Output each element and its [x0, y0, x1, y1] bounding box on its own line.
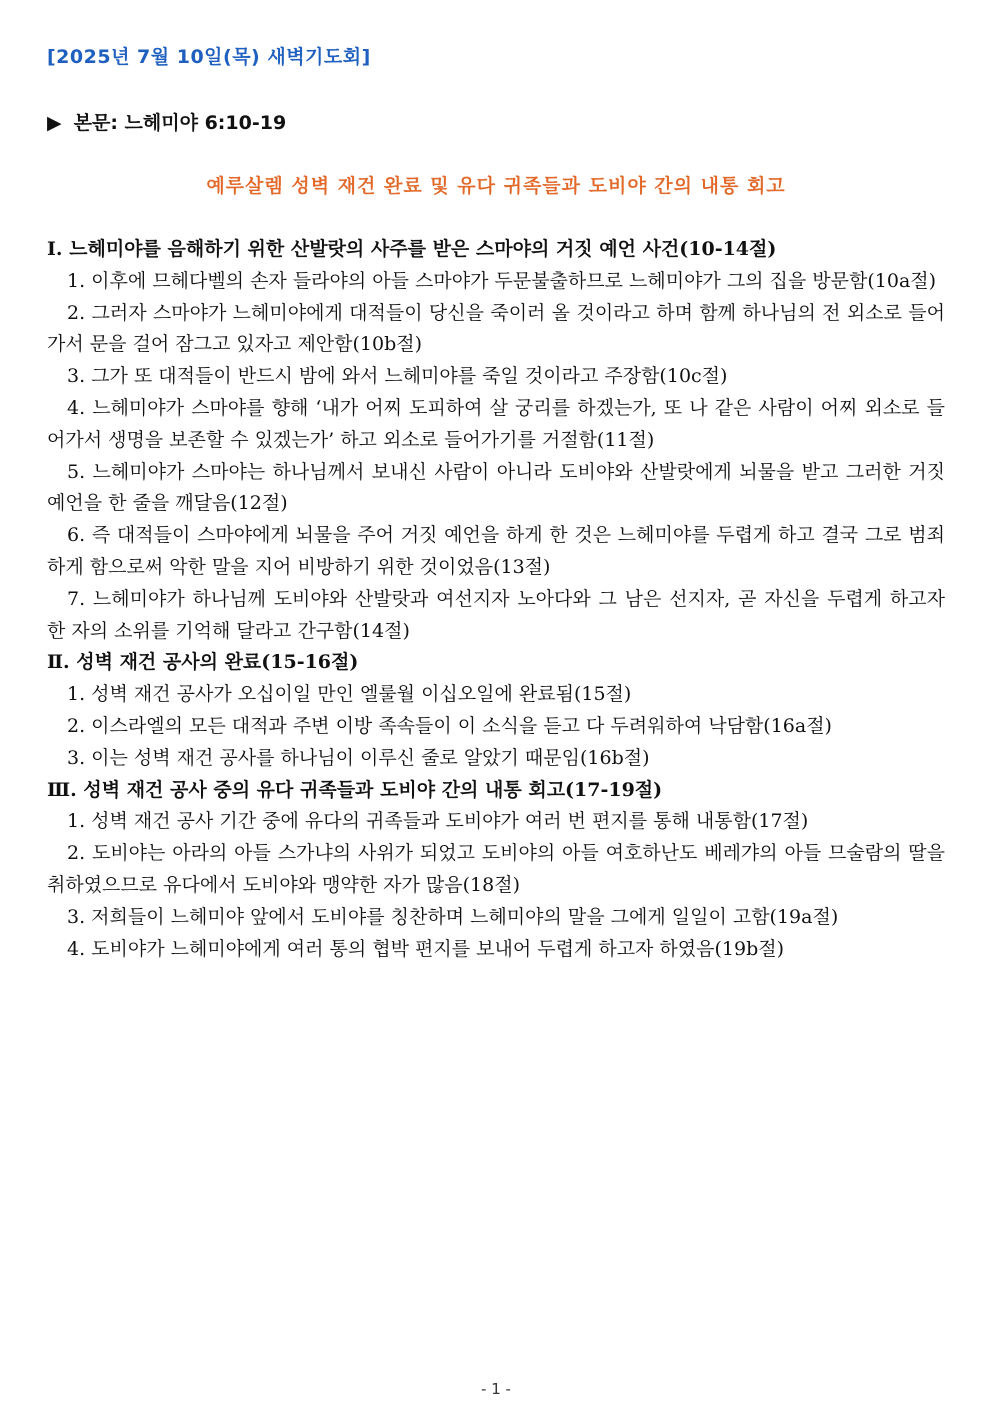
outline-item: 3. 이는 성벽 재건 공사를 하나님이 이루신 줄로 알았기 때문임(16b절) — [67, 746, 650, 769]
outline-item: 2. 도비야는 아라의 아들 스가냐의 사위가 되었고 도비야의 아들 여호하난도 베레갸의 아들 므술람의 딸을 취하였으므로 유다에서 도비야와 맹약한 자가 많음(18절) — [47, 842, 945, 896]
section-heading: Ⅲ. 성벽 재건 공사 중의 유다 귀족들과 도비야 간의 내통 회고(17-19절) — [47, 778, 663, 801]
outline-item: 3. 저희들이 느헤미야 앞에서 도비야를 칭찬하며 느헤미야의 말을 그에게 일일이 고함(19a절) — [67, 905, 839, 928]
scripture-label: 본문: 느헤미야 6:10-19 — [73, 112, 287, 134]
section-2 — [47, 647, 945, 774]
section-heading: Ⅰ. 느헤미야를 음해하기 위한 산발랏의 사주를 받은 스마야의 거짓 예언 사건(10-14절) — [47, 238, 777, 260]
outline-item: 5. 느헤미야가 스마야는 하나님께서 보내신 사람이 아니라 도비야와 산발랏에게 뇌물을 받고 그러한 거짓 예언을 한 줄을 깨달음(12절) — [47, 460, 945, 515]
outline-item: 6. 즉 대적들이 스마야에게 뇌물을 주어 거짓 예언을 하게 한 것은 느헤미야를 두렵게 하고 결국 그로 범죄하게 함으로써 악한 말을 지어 비방하기 위한 것이었음(13절) — [47, 524, 945, 578]
page-number: - 1 - — [481, 1380, 511, 1398]
outline-body — [47, 234, 945, 965]
scripture-reference — [47, 108, 286, 135]
outline-item: 7. 느헤미야가 하나님께 도비야와 산발랏과 여선지자 노아다와 그 남은 선지자, 곧 자신을 두렵게 하고자 한 자의 소위를 기억해 달라고 간구함(14절) — [47, 587, 945, 642]
section-3 — [47, 775, 945, 966]
sermon-title: 예루살렘 성벽 재건 완료 및 유다 귀족들과 도비야 간의 내통 회고 — [206, 175, 786, 197]
section-heading: Ⅱ. 성벽 재건 공사의 완료(15-16절) — [47, 651, 359, 674]
outline-item: 4. 느헤미야가 스마야를 향해 ‘내가 어찌 도피하여 살 궁리를 하겠는가, 또 나 같은 사람이 어찌 외소로 들어가서 생명을 보존할 수 있겠는가’ 하고 외소로 들어가기를 거절함(11절) — [47, 396, 945, 451]
outline-item: 3. 그가 또 대적들이 반드시 밤에 와서 느헤미야를 죽일 것이라고 주장함(10c절) — [67, 365, 728, 388]
outline-item: 4. 도비야가 느헤미야에게 여러 통의 협박 편지를 보내어 두렵게 하고자 하였음(19b절) — [67, 937, 785, 960]
service-date-header: [2025년 7월 10일(목) 새벽기도회] — [47, 46, 371, 68]
triangle-bullet-icon: ▶ — [47, 112, 62, 134]
section-1 — [47, 234, 945, 647]
outline-item: 2. 그러자 스마야가 느헤미야에게 대적들이 당신을 죽이러 올 것이라고 하며 함께 하나님의 전 외소로 들어가서 문을 걸어 잠그고 있자고 제안함(10b절) — [47, 301, 945, 356]
outline-item: 1. 성벽 재건 공사가 오십이일 만인 엘룰월 이십오일에 완료됨(15절) — [67, 683, 632, 706]
outline-item: 1. 성벽 재건 공사 기간 중에 유다의 귀족들과 도비야가 여러 번 편지를 통해 내통함(17절) — [67, 810, 809, 833]
outline-item: 1. 이후에 므헤다벨의 손자 들라야의 아들 스마야가 두문불출하므로 느헤미야가 그의 집을 방문함(10a절) — [67, 269, 937, 292]
outline-item: 2. 이스라엘의 모든 대적과 주변 이방 족속들이 이 소식을 듣고 다 두려워하여 낙담함(16a절) — [67, 714, 832, 737]
